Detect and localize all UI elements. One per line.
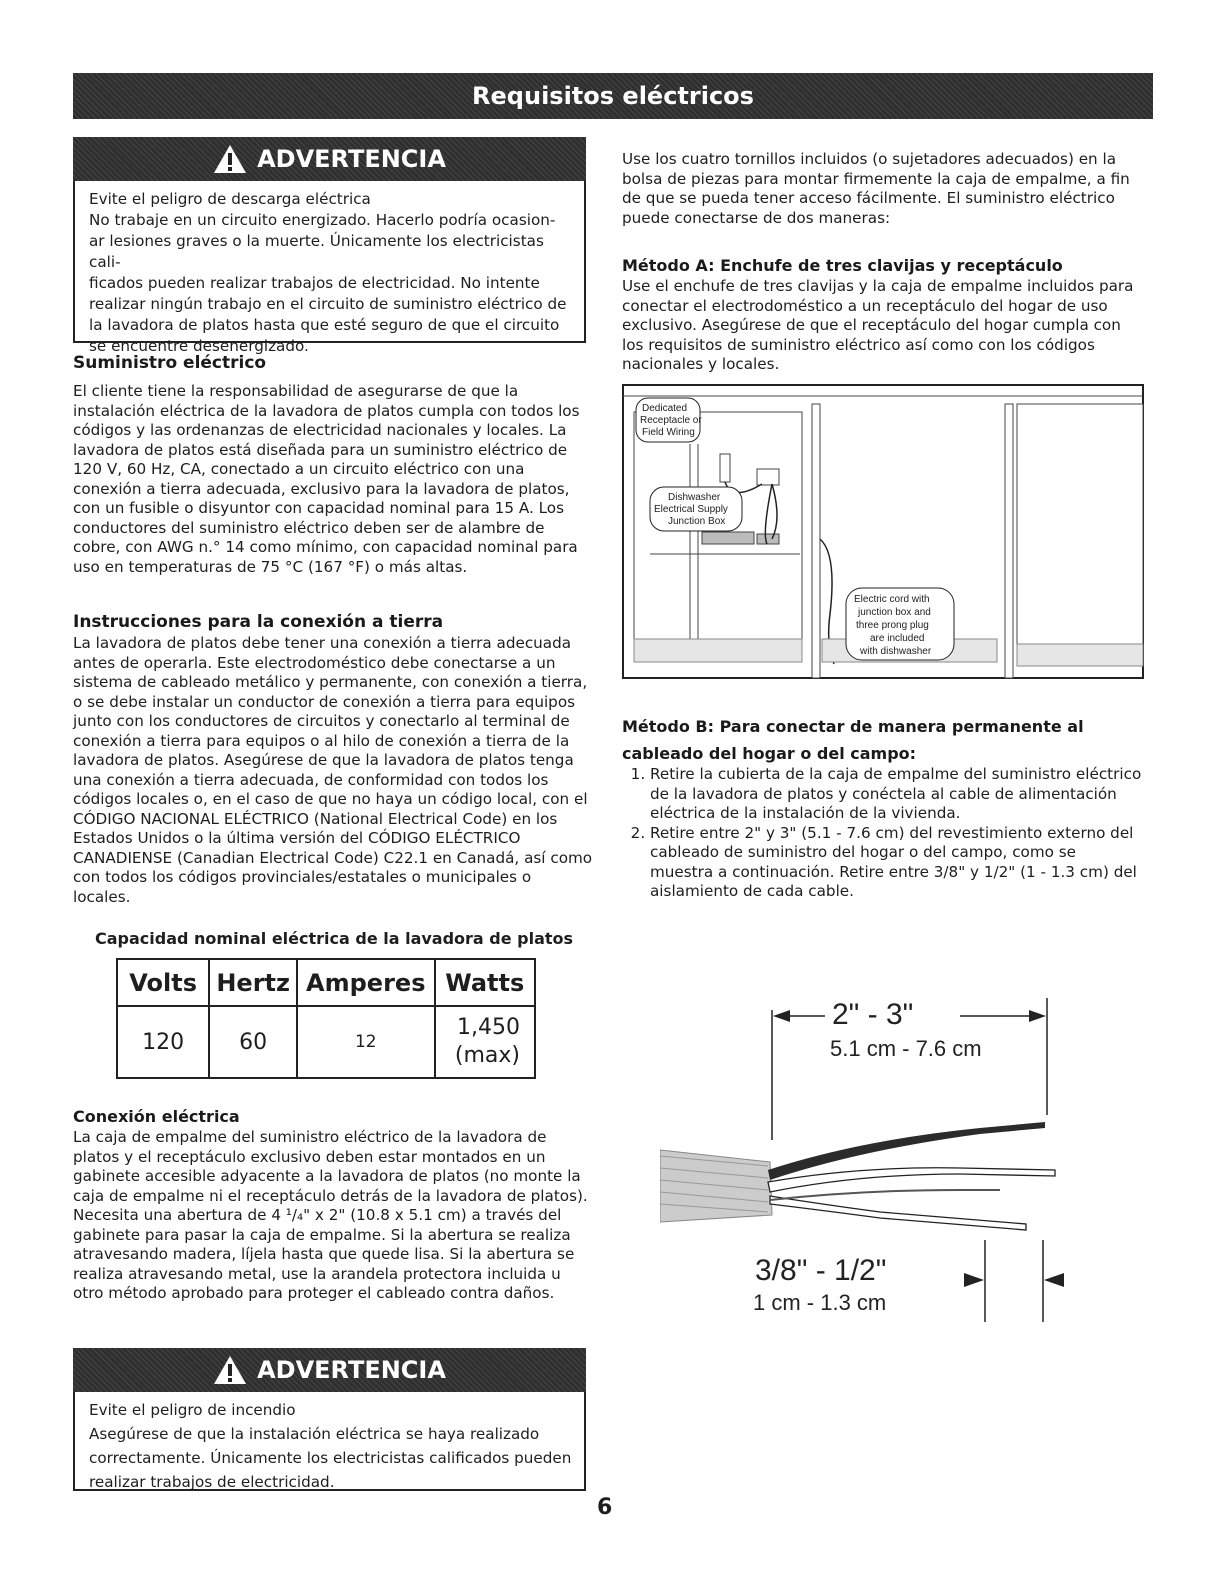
section-heading-supply: Suministro eléctrico — [73, 353, 267, 373]
warning-line: No trabaje en un circuito energizado. Hacerlo podría ocasion- — [89, 211, 556, 229]
warning-line: realizar trabajos de electricidad. — [89, 1473, 335, 1491]
warning-line: ar lesiones graves o la muerte. Únicamente los electricistas cali- — [89, 232, 544, 271]
warning-header — [73, 1348, 586, 1392]
warning-line: la lavadora de platos hasta que esté seguro de que el circuito — [89, 316, 560, 334]
table-header-row — [117, 959, 535, 1006]
diagram-label-junction: Electrical Supply — [654, 504, 728, 515]
method-a-paragraph: Use el enchufe de tres clavijas y la caja de empalme incluidos para conectar el electrodoméstico a un receptáculo del hogar de uso exclusivo. Asegúrese de que el receptáculo del hogar cumpla con los requisitos de suministro eléctrico así como con los códigos nacionales y locales. — [622, 277, 1134, 373]
dimension-inches-top: 2" - 3" — [832, 998, 914, 1031]
warning-line: ficados pueden realizar trabajos de electricidad. No intente — [89, 274, 540, 292]
dimension-inches-bottom: 3/8" - 1/2" — [755, 1254, 887, 1287]
watts-note: (max) — [454, 1043, 520, 1068]
warning-line: Evite el peligro de descarga eléctrica — [89, 190, 371, 208]
warning-box-fire — [73, 1348, 586, 1491]
method-a-heading: Método A: Enchufe de tres clavijas y receptáculo — [622, 256, 1063, 275]
warning-line: se encuentre desenergizado. — [89, 337, 309, 355]
warning-text — [89, 189, 576, 357]
page-header-banner — [73, 73, 1153, 119]
column-header: Hertz — [209, 959, 297, 1006]
diagram-label-dedicated: Field Wiring — [642, 427, 695, 438]
table-cell: 12 — [297, 1006, 435, 1078]
page-title: Requisitos eléctricos — [472, 82, 754, 110]
rating-table-title: Capacidad nominal eléctrica de la lavadora de platos — [95, 929, 574, 948]
warning-triangle-icon — [213, 1355, 247, 1385]
table-cell — [435, 1006, 535, 1078]
section-heading-grounding: Instrucciones para la conexión a tierra — [73, 612, 444, 632]
grounding-paragraph: La lavadora de platos debe tener una conexión a tierra adecuada antes de operarla. Este electrodoméstico debe conectarse a un sistema de cableado metálico y permanente, con conexión a tierra, o se debe instalar un conductor de conexión a tierra para equipos junto con los conductores de circuitos y conectarlo al terminal de conexión a tierra para equipos o al hilo de conexión a tierra de la lavadora de platos. Asegúrese de que la lavadora de platos tenga una conexión a tierra adecuada, de conformidad con todos los códigos locales o, en el caso de que no haya un código local, con el CÓDIGO NACIONAL ELÉCTRICO (National Electrical Code) en los Estados Unidos o la última versión del CÓDIGO ELÉCTRICO CANADIENSE (Canadian Electrical Code) C22.1 en Canadá, así como con todos los códigos provinciales/estatales o municipales o locales. — [73, 634, 593, 906]
diagram-label-dedicated: Receptacle or — [640, 415, 702, 426]
table-cell: 120 — [117, 1006, 209, 1078]
intro-paragraph: Use los cuatro tornillos incluidos (o sujetadores adecuados) en la bolsa de piezas para montar firmemente la caja de empalme, a fin de que se pueda tener acceso fácilmente. El suministro eléctrico puede conectarse de dos maneras: — [622, 150, 1130, 227]
column-header: Volts — [117, 959, 209, 1006]
diagram-label-cord: are included — [870, 633, 925, 644]
list-item: 2. Retire entre 2" y 3" (5.1 - 7.6 cm) del revestimiento externo del cableado de suministro del hogar o del campo, como se muestra a continuación. Retire entre 3/8" y 1/2" (1 - 1.3 cm) del aislamiento de cada cable. — [650, 824, 1142, 902]
warning-text — [89, 1398, 576, 1494]
rating-table — [116, 958, 536, 1079]
method-b-heading: cableado del hogar o del campo: — [622, 744, 917, 763]
diagram-label-dedicated: Dedicated — [642, 403, 688, 414]
warning-box-shock — [73, 137, 586, 355]
dimension-cm-bottom: 1 cm - 1.3 cm — [753, 1290, 887, 1315]
dimension-cm-top: 5.1 cm - 7.6 cm — [830, 1036, 982, 1061]
warning-title: ADVERTENCIA — [257, 145, 446, 173]
warning-line: correctamente. Únicamente los electricistas calificados pueden — [89, 1449, 572, 1467]
column-header: Watts — [435, 959, 535, 1006]
warning-line: Evite el peligro de incendio — [89, 1401, 296, 1419]
diagram-label-junction: Junction Box — [668, 516, 726, 527]
method-b-steps — [622, 765, 1142, 902]
method-b-heading: Método B: Para conectar de manera permanente al — [622, 717, 1084, 736]
list-item: 1. Retire la cubierta de la caja de empalme del suministro eléctrico de la lavadora de platos y conéctela al cable de alimentación eléctrica de la instalación de la vivienda. — [650, 765, 1142, 824]
diagram-label-junction: Dishwasher — [668, 492, 721, 503]
warning-title: ADVERTENCIA — [257, 1356, 446, 1384]
diagram-label-cord: Electric cord with — [854, 594, 930, 605]
column-header: Amperes — [297, 959, 435, 1006]
warning-line: Asegúrese de que la instalación eléctrica se haya realizado — [89, 1425, 540, 1443]
page-number: 6 — [597, 1495, 613, 1520]
diagram-label-cord: with dishwasher — [860, 646, 932, 657]
warning-header — [73, 137, 586, 181]
installation-diagram — [622, 384, 1144, 680]
watts-value: 1,450 — [457, 1015, 520, 1040]
wire-stripping-diagram — [660, 990, 1080, 1350]
section-heading-connection: Conexión eléctrica — [73, 1107, 240, 1126]
connection-paragraph: La caja de empalme del suministro eléctrico de la lavadora de platos y el receptáculo exclusivo deben estar montados en un gabinete accesible adyacente a la lavadora de platos (no monte la caja de empalme ni el receptáculo detrás de la lavadora de platos). Necesita una abertura de 4 ¹/₄" x 2" (10.8 x 5.1 cm) a través del gabinete para pasar la caja de empalme. Si la abertura se realiza atravesando madera, líjela hasta que quede lisa. Si la abertura se realiza atravesando metal, use la arandela protectora incluida u otro método aprobado para proteger el cableado contra daños. — [73, 1128, 588, 1302]
warning-line: realizar ningún trabajo en el circuito de suministro eléctrico de — [89, 295, 567, 313]
diagram-label-cord: junction box and — [858, 607, 931, 618]
table-cell: 60 — [209, 1006, 297, 1078]
supply-paragraph: El cliente tiene la responsabilidad de asegurarse de que la instalación eléctrica de la lavadora de platos cumpla con todos los códigos y las ordenanzas de electricidad nacionales y locales. La lavadora de platos está diseñada para un suministro eléctrico de 120 V, 60 Hz, CA, conectado a un circuito eléctrico con una conexión a tierra adecuada, exclusivo para la lavadora de platos, con un fusible o disyuntor con capacidad nominal para 15 A. Los conductores del suministro eléctrico deben ser de alambre de cobre, con AWG n.° 14 como mínimo, con capacidad nominal para uso en temperaturas de 75 °C (167 °F) o más altas. — [73, 382, 580, 576]
table-row — [117, 1006, 535, 1078]
warning-triangle-icon — [213, 144, 247, 174]
diagram-label-cord: three prong plug — [856, 620, 929, 631]
